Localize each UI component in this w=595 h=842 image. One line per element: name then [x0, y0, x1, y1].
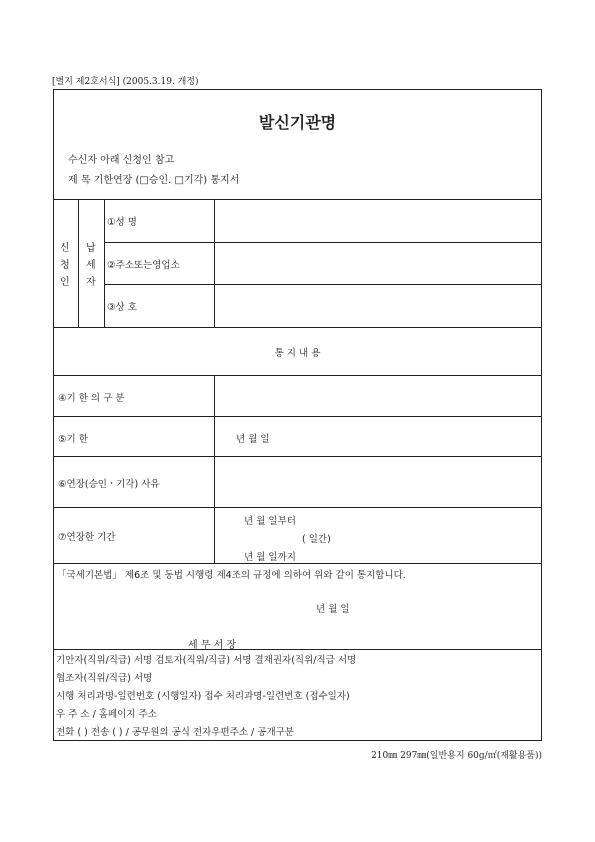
deadline-label: ⑤기 한: [58, 434, 88, 445]
deadline-date: 년 월 일: [236, 434, 270, 445]
notice-form: [53, 89, 542, 741]
divider: [54, 416, 541, 417]
cooperation-line: 협조자(직위/직급) 서명: [56, 673, 153, 684]
period-end: 년 월 일까지: [244, 552, 296, 563]
subject-line: 제 목 기한연장 (□승인. □기각) 통지서: [68, 175, 240, 186]
page-title: 발신기관명: [258, 113, 337, 132]
divider: [54, 563, 541, 564]
divider: [214, 375, 215, 563]
address-line: 우 주 소 / 홈페이지 주소: [56, 709, 157, 720]
contact-line: 전화 ( ) 전송 ( ) / 공무원의 공식 전자우편주소 / 공개구분: [56, 727, 294, 738]
period-days: ( 일간): [302, 534, 331, 545]
name-label: ①성 명: [107, 217, 137, 228]
legal-statement: 「국세기본법」 제6조 및 동법 시행령 제4조의 규정에 의하여 위와 같이 통지합니다.: [57, 570, 406, 581]
issue-date: 년 월 일: [316, 604, 350, 615]
approval-line: 기안자(직위/직급) 서명 검토자(직위/직급) 서명 결재권자(직위/직급 서명: [56, 655, 357, 666]
divider: [54, 327, 541, 328]
divider: [104, 284, 541, 285]
taxpayer-label-char: 자: [86, 277, 96, 288]
form-number-note: [별지 제2호서식] (2005.3.19. 개정): [52, 77, 199, 87]
divider: [54, 456, 541, 457]
divider: [214, 199, 215, 327]
applicant-label-char: 인: [60, 277, 70, 288]
recipient-line: 수신자 아래 신청인 참고: [68, 155, 175, 166]
extension-reason-label: ⑥연장(승인ㆍ기각) 사유: [58, 479, 160, 490]
divider: [54, 375, 541, 376]
paper-spec-footnote: 210㎜ 297㎜(일반용지 60g/㎡(재활용품)): [371, 751, 542, 761]
applicant-label-char: 청: [60, 260, 70, 271]
divider: [54, 649, 541, 650]
extension-period-label: ⑦연장한 기간: [58, 532, 116, 543]
divider: [54, 199, 541, 200]
address-label: ②주소또는영업소: [107, 260, 180, 271]
divider: [104, 199, 105, 327]
office-signature: 세 무 서 장: [188, 640, 237, 651]
period-start: 년 월 일부터: [244, 516, 296, 527]
deadline-type-label: ④기 한 의 구 분: [58, 393, 125, 404]
divider: [78, 199, 79, 327]
notice-heading: 통 지 내 용: [274, 348, 321, 359]
divider: [104, 242, 541, 243]
trade-name-label: ③상 호: [107, 302, 137, 313]
divider: [54, 507, 541, 508]
enforcement-line: 시행 처리과명-일련번호 (시행일자) 접수 처리과명-일련번호 (접수일자): [56, 691, 350, 702]
taxpayer-label-char: 납: [86, 243, 96, 254]
taxpayer-label-char: 세: [86, 260, 96, 271]
applicant-label-char: 신: [60, 243, 70, 254]
